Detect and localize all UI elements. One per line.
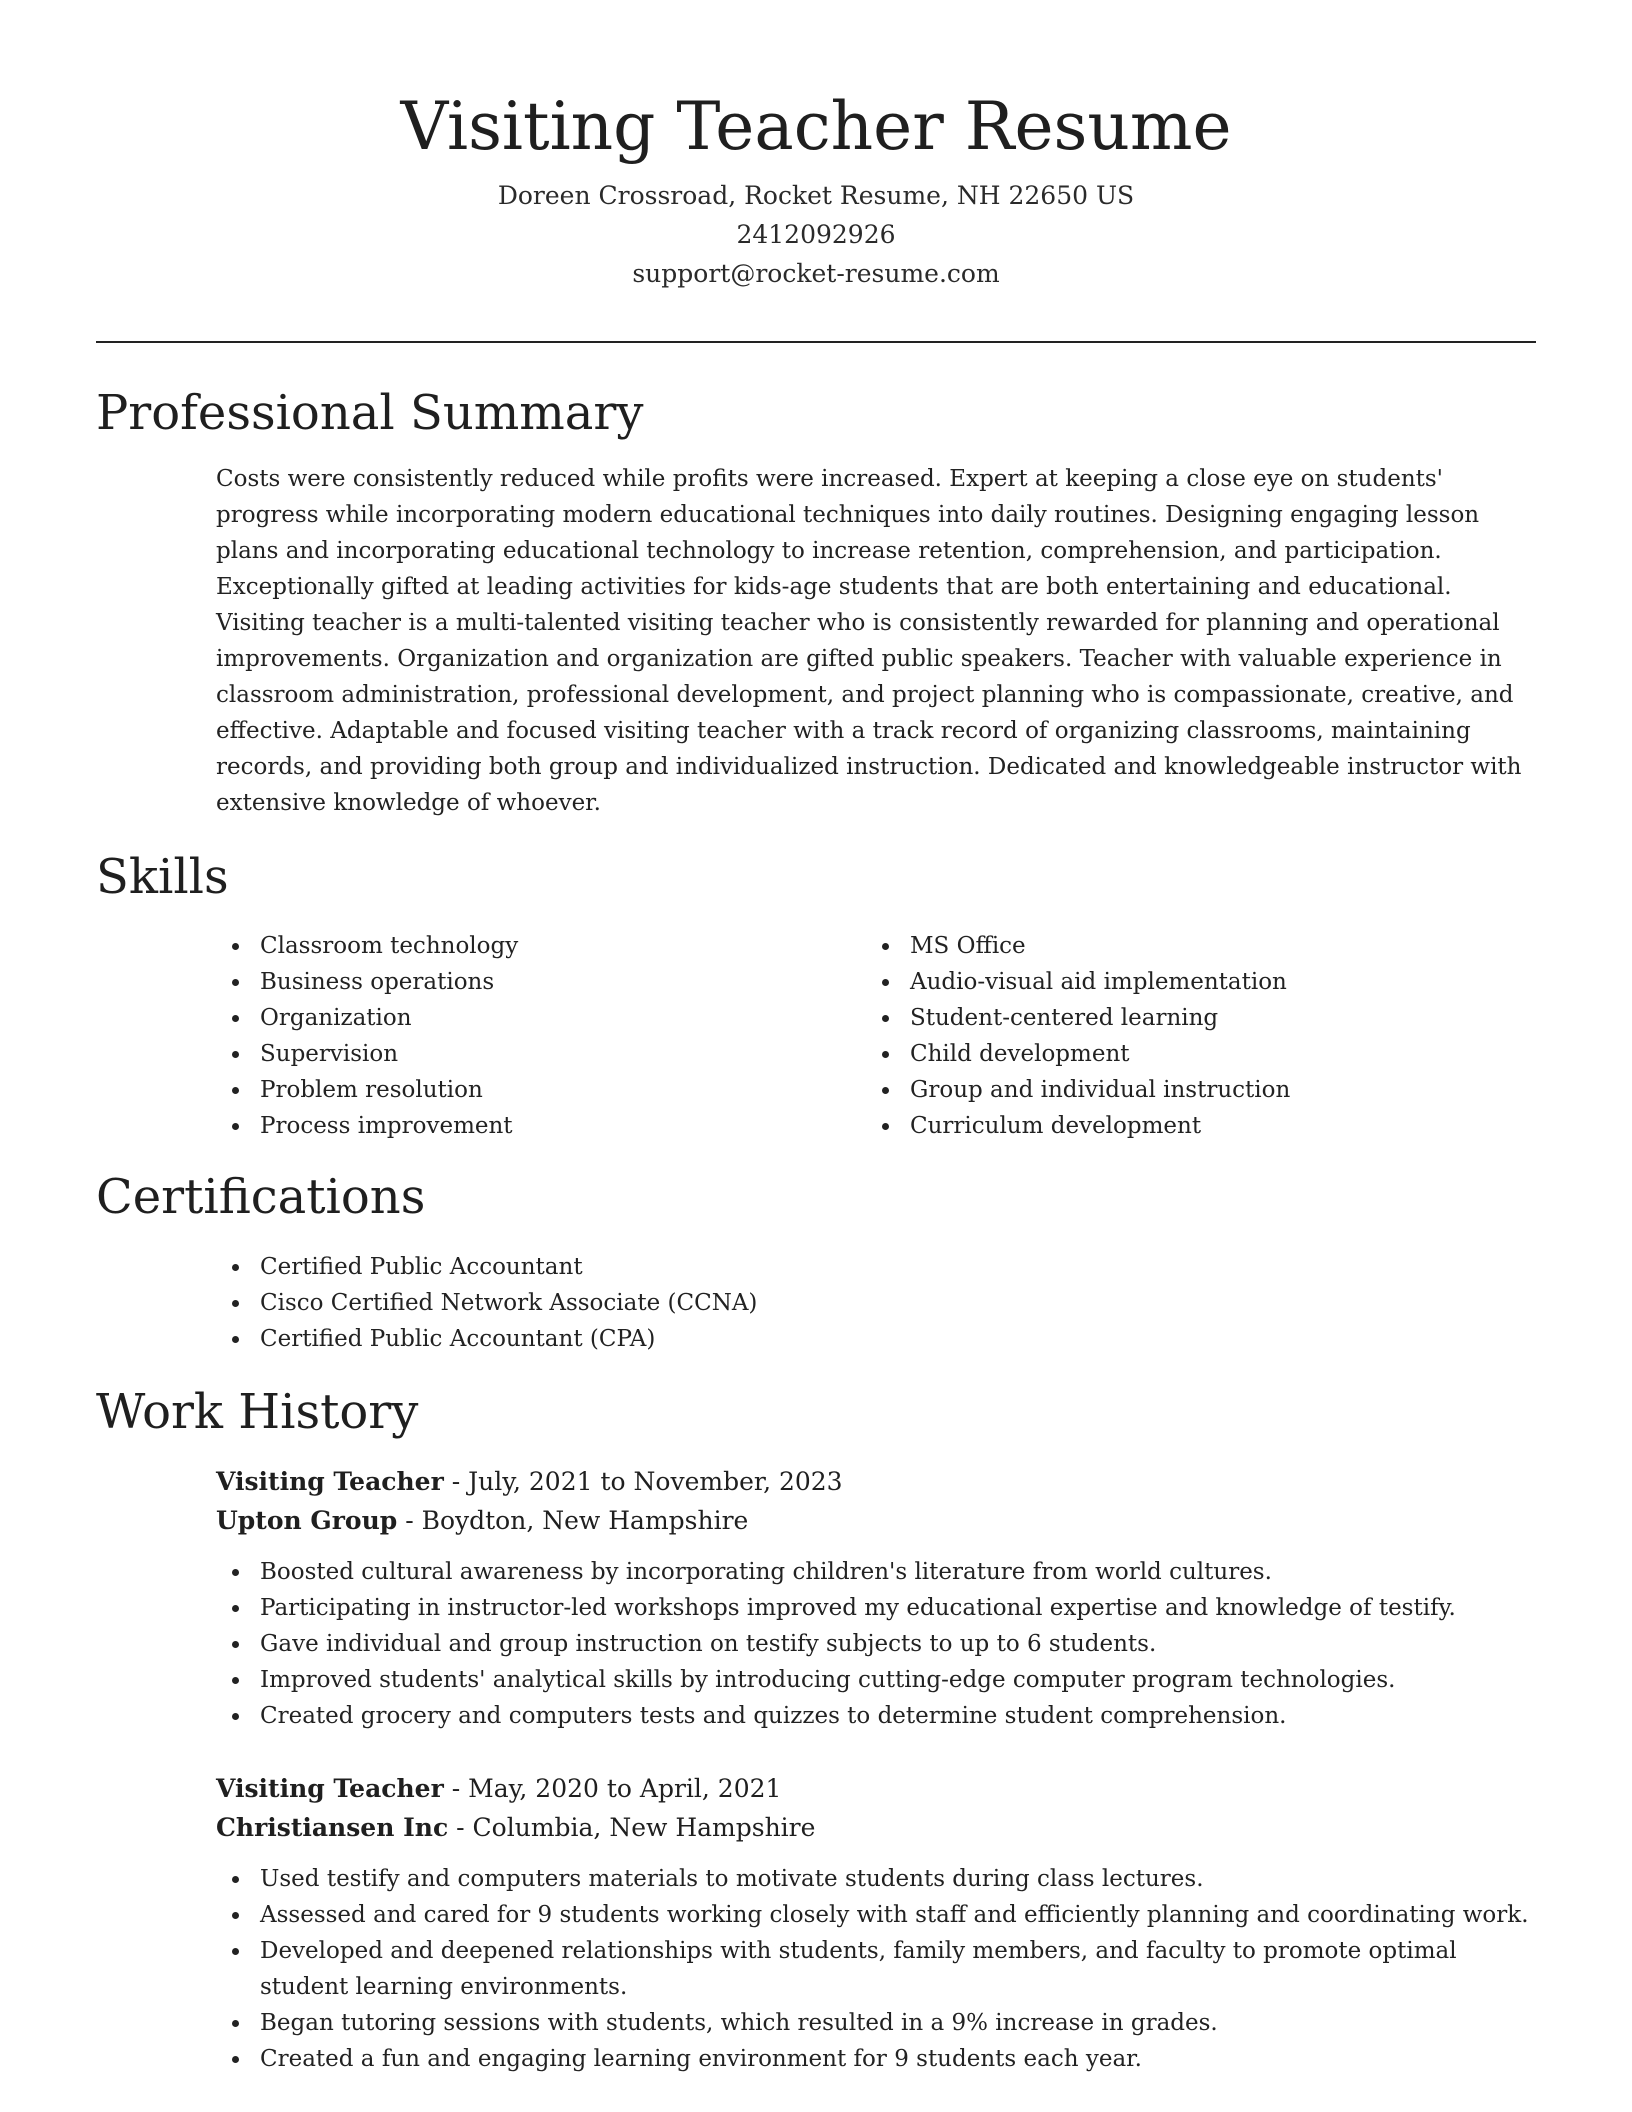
- job-title: Visiting Teacher: [216, 1467, 444, 1496]
- contact-email: support@rocket-resume.com: [632, 259, 1000, 288]
- job-company-line: [216, 1501, 1542, 1540]
- certification-item: Cisco Certified Network Associate (CCNA): [216, 1285, 1516, 1321]
- job-bullet: Gave individual and group instruction on testify subjects to up to 6 students.: [216, 1626, 1542, 1662]
- skills-list-left: [216, 928, 856, 1144]
- skill-item: Student-centered learning: [866, 1000, 1506, 1036]
- skill-item: Group and individual instruction: [866, 1072, 1506, 1108]
- skill-item: Organization: [216, 1000, 856, 1036]
- job-dates: - July, 2021 to November, 2023: [443, 1467, 843, 1496]
- certifications-block: [216, 1249, 1516, 1357]
- summary-heading: Professional Summary: [96, 385, 644, 441]
- job-title-line: [216, 1769, 1542, 1808]
- job-bullet: Created grocery and computers tests and quizzes to determine student comprehension.: [216, 1698, 1542, 1734]
- job-entry: [216, 1462, 1542, 1734]
- skills-column-left: [216, 928, 856, 1144]
- job-company: Christiansen Inc: [216, 1813, 449, 1842]
- skill-item: Supervision: [216, 1036, 856, 1072]
- certifications-list: [216, 1249, 1516, 1357]
- job-bullet: Began tutoring sessions with students, which resulted in a 9% increase in grades.: [216, 2005, 1542, 2041]
- job-title: Visiting Teacher: [216, 1774, 444, 1803]
- job-bullets: [216, 1861, 1542, 2077]
- resume-header: [96, 78, 1536, 293]
- work-history-heading: Work History: [96, 1384, 419, 1440]
- resume-title: Visiting Teacher Resume: [400, 88, 1232, 165]
- job-bullet: Created a fun and engaging learning environment for 9 students each year.: [216, 2041, 1542, 2077]
- skill-item: Process improvement: [216, 1108, 856, 1144]
- skills-heading: Skills: [96, 849, 229, 905]
- skill-item: Problem resolution: [216, 1072, 856, 1108]
- job-bullet: Participating in instructor-led workshops improved my educational expertise and knowledge of testify.: [216, 1590, 1542, 1626]
- skill-item: Audio-visual aid implementation: [866, 964, 1506, 1000]
- job-entry: [216, 1769, 1542, 2077]
- job-dates: - May, 2020 to April, 2021: [443, 1774, 782, 1803]
- job-bullet: Improved students' analytical skills by introducing cutting-edge computer program technologies.: [216, 1662, 1542, 1698]
- certifications-heading: Certifications: [96, 1169, 426, 1225]
- contact-phone: 2412092926: [736, 220, 896, 249]
- skill-item: Business operations: [216, 964, 856, 1000]
- certification-item: Certified Public Accountant: [216, 1249, 1516, 1285]
- job-title-line: [216, 1462, 1542, 1501]
- skill-item: Child development: [866, 1036, 1506, 1072]
- summary-text: Costs were consistently reduced while profits were increased. Expert at keeping a close eye on students' progress while incorporating modern educational techniques into daily routines. Designing engaging lesson plans and incorporating educational technology to increase retention, comprehension, and participation. Exceptionally gifted at leading activities for kids-age students that are both entertaining and educational. Visiting teacher is a multi-talented visiting teacher who is consistently rewarded for planning and operational improvements. Organization and organization are gifted public speakers. Teacher with valuable experience in classroom administration, professional development, and project planning who is compassionate, creative, and effective. Adaptable and focused visiting teacher with a track record of organizing classrooms, maintaining records, and providing both group and individualized instruction. Dedicated and knowledgeable instructor with extensive knowledge of whoever.: [216, 466, 1522, 816]
- job-location: - Boydton, New Hampshire: [397, 1506, 749, 1535]
- job-bullet: Developed and deepened relationships with students, family members, and faculty to promote optimal student learning environments.: [216, 1933, 1542, 2005]
- contact-address: Doreen Crossroad, Rocket Resume, NH 22650 US: [497, 181, 1135, 210]
- header-divider: [96, 341, 1536, 343]
- job-bullet: Boosted cultural awareness by incorporating children's literature from world cultures.: [216, 1554, 1542, 1590]
- job-bullets: [216, 1554, 1542, 1734]
- job-location: - Columbia, New Hampshire: [448, 1813, 816, 1842]
- skills-column-right: [866, 928, 1506, 1144]
- skill-item: MS Office: [866, 928, 1506, 964]
- job-company-line: [216, 1808, 1542, 1847]
- skill-item: Classroom technology: [216, 928, 856, 964]
- certification-item: Certified Public Accountant (CPA): [216, 1321, 1516, 1357]
- job-bullet: Used testify and computers materials to motivate students during class lectures.: [216, 1861, 1542, 1897]
- job-bullet: Assessed and cared for 9 students working closely with staff and efficiently planning and coordinating work.: [216, 1897, 1542, 1933]
- skills-list-right: [866, 928, 1506, 1144]
- job-company: Upton Group: [216, 1506, 398, 1535]
- skill-item: Curriculum development: [866, 1108, 1506, 1144]
